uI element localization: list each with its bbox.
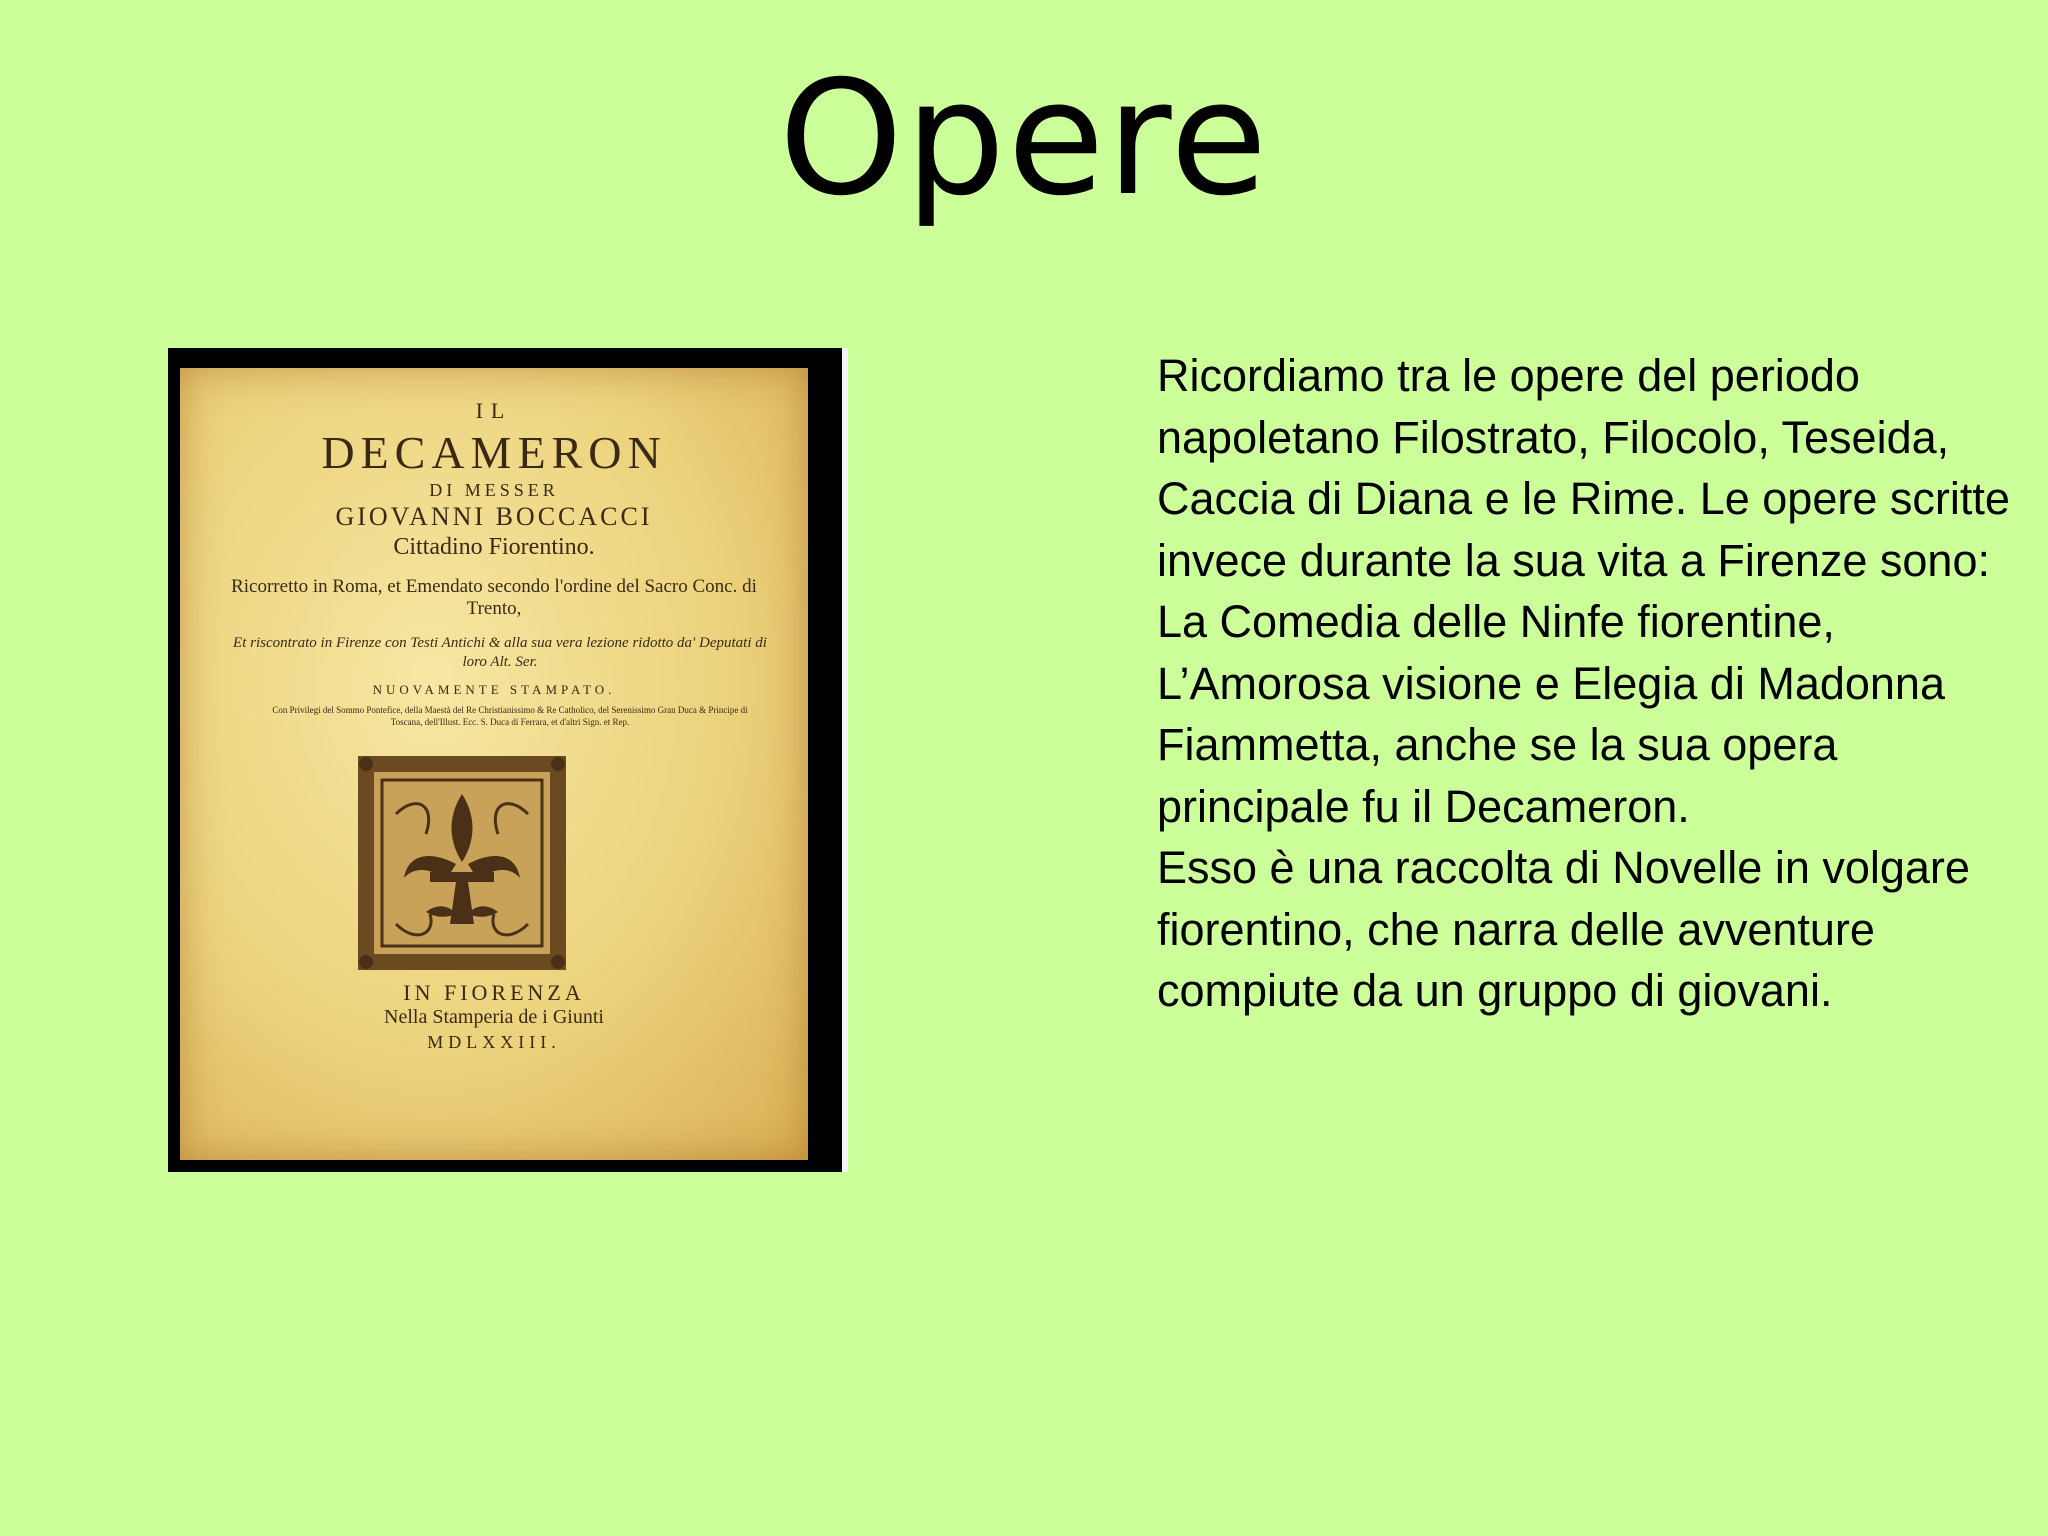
- book-stamperia: Nella Stamperia de i Giunti: [384, 1006, 604, 1028]
- slide-title: Opere: [778, 47, 1270, 231]
- book-title-page: [180, 368, 808, 1160]
- body-paragraph-1: Ricordiamo tra le opere del periodo napoletano Filostrato, Filocolo, Teseida, Caccia di Diana e le Rime. Le opere scritte invece durante la sua vita a Firenze sono: La Comedia delle Ninfe fiorentine, L’Amorosa visione e Elegia di Madonna Fiammetta, anche se la sua opera principale fu il Decameron.: [1157, 350, 2010, 832]
- book-year: MDLXXIII.: [427, 1032, 561, 1052]
- slide-body-text: [1157, 345, 2017, 1022]
- book-cittadino: Cittadino Fiorentino.: [393, 534, 595, 560]
- body-paragraph-2: Esso è una raccolta di Novelle in volgare fiorentino, che narra delle avventure compiute da un gruppo di giovani.: [1157, 842, 1970, 1016]
- book-di-messer: DI MESSER: [429, 480, 559, 500]
- fleur-de-lis-emblem-icon: [356, 754, 568, 972]
- book-il: IL: [475, 398, 513, 423]
- book-in-fiorenza: IN FIORENZA: [403, 980, 585, 1005]
- book-edge-divider: [842, 348, 848, 1172]
- book-ricorretto: Ricorretto in Roma, et Emendato secondo l'ordine del Sacro Conc. di Trento,: [231, 576, 757, 619]
- book-privilegi: Con Privilegi del Sommo Pontefice, della Maestà del Re Christianissimo & Re Catholico, del Serenissimo Gran Duca & Principe di Toscana, dell'Illust. Ecc. S. Duca di Ferrara, et d'altri Sign. et Rep.: [272, 705, 748, 727]
- book-cover-image: [168, 348, 848, 1172]
- book-et-riscontrato: Et riscontrato in Firenze con Testi Antichi & alla sua vera lezione ridotto da' Deputati di loro Alt. Ser.: [233, 635, 767, 670]
- book-title: DECAMERON: [321, 427, 667, 478]
- book-nuovamente: NUOVAMENTE STAMPATO.: [372, 682, 616, 697]
- book-author: GIOVANNI BOCCACCI: [335, 502, 653, 531]
